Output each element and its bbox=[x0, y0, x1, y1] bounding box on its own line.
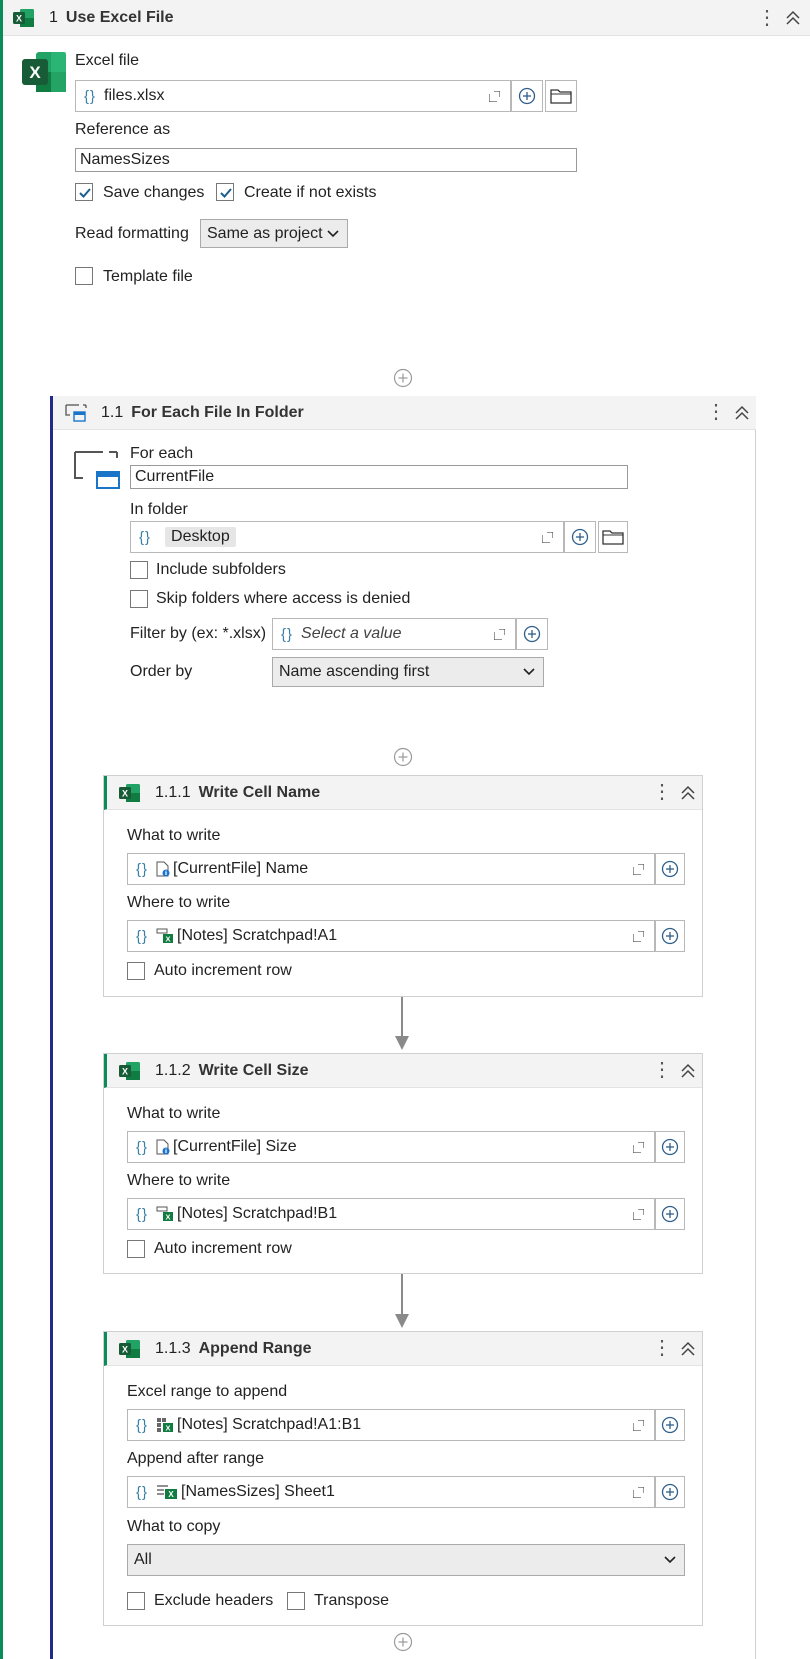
variable-brace-icon: {} bbox=[136, 927, 149, 945]
check-icon bbox=[77, 185, 93, 201]
where-to-write-value: [Notes] Scratchpad!A1 bbox=[177, 927, 338, 944]
append-after-field[interactable] bbox=[127, 1476, 655, 1508]
transpose-label: Transpose bbox=[314, 1592, 389, 1609]
excel-cell-icon bbox=[156, 928, 174, 944]
connector-line bbox=[401, 997, 403, 1039]
browse-folder-button[interactable] bbox=[545, 80, 577, 112]
add-variable-button[interactable] bbox=[511, 80, 543, 112]
what-to-write-value: [CurrentFile] Size bbox=[173, 1138, 297, 1155]
add-step-icon[interactable] bbox=[393, 368, 413, 388]
excel-file-value: files.xlsx bbox=[104, 87, 165, 104]
add-step-icon[interactable] bbox=[393, 747, 413, 767]
step-title: Write Cell Size bbox=[198, 1061, 309, 1079]
excel-range-icon bbox=[156, 1417, 174, 1433]
include-subfolders-label: Include subfolders bbox=[156, 561, 286, 578]
read-formatting-value: Same as project bbox=[207, 224, 323, 242]
append-after-value: [NamesSizes] Sheet1 bbox=[181, 1483, 335, 1500]
file-info-icon bbox=[156, 861, 170, 877]
excel-range-value: [Notes] Scratchpad!A1:B1 bbox=[177, 1416, 362, 1433]
variable-brace-icon: {} bbox=[136, 860, 149, 878]
expand-icon[interactable] bbox=[494, 629, 505, 640]
filter-field[interactable] bbox=[272, 618, 516, 650]
add-variable-button[interactable] bbox=[655, 920, 685, 952]
chevron-down-icon bbox=[523, 668, 535, 676]
for-each-folder-icon bbox=[73, 448, 121, 490]
step-header-write-cell-size[interactable] bbox=[104, 1054, 702, 1088]
save-changes-checkbox[interactable] bbox=[75, 183, 93, 201]
order-by-select[interactable] bbox=[272, 657, 544, 687]
for-each-label: For each bbox=[130, 445, 194, 462]
where-to-write-value: [Notes] Scratchpad!B1 bbox=[177, 1205, 338, 1222]
collapse-icon[interactable] bbox=[785, 10, 801, 26]
step-title: For Each File In Folder bbox=[131, 403, 304, 421]
step-header-use-excel-file[interactable] bbox=[3, 0, 810, 36]
excel-logo-icon bbox=[22, 50, 68, 94]
add-step-icon[interactable] bbox=[393, 1632, 413, 1652]
plus-circle-icon bbox=[661, 927, 679, 945]
excel-file-label: Excel file bbox=[75, 52, 140, 69]
create-if-not-exists-label: Create if not exists bbox=[244, 184, 377, 201]
where-to-write-label: Where to write bbox=[127, 894, 231, 911]
chevron-down-icon bbox=[327, 230, 339, 238]
read-formatting-select[interactable] bbox=[200, 219, 348, 248]
reference-as-input[interactable]: NamesSizes bbox=[75, 148, 577, 172]
folder-icon bbox=[550, 88, 572, 104]
where-to-write-field[interactable] bbox=[127, 1198, 655, 1230]
plus-circle-icon bbox=[661, 860, 679, 878]
order-by-value: Name ascending first bbox=[279, 663, 430, 680]
include-subfolders-checkbox[interactable] bbox=[130, 561, 148, 579]
expand-icon[interactable] bbox=[633, 1209, 644, 1220]
in-folder-label: In folder bbox=[130, 501, 188, 518]
create-if-not-exists-checkbox[interactable] bbox=[216, 183, 234, 201]
add-variable-button[interactable] bbox=[655, 1476, 685, 1508]
add-variable-button[interactable] bbox=[655, 1409, 685, 1441]
arrow-down-icon bbox=[395, 1314, 409, 1328]
step-header-write-cell-name[interactable] bbox=[104, 776, 702, 810]
expand-icon[interactable] bbox=[489, 91, 500, 102]
variable-brace-icon: {} bbox=[136, 1416, 149, 1434]
template-file-label: Template file bbox=[103, 268, 193, 285]
add-variable-button[interactable] bbox=[516, 618, 548, 650]
what-to-copy-value: All bbox=[134, 1551, 152, 1568]
auto-increment-row-label: Auto increment row bbox=[154, 962, 292, 979]
plus-circle-icon bbox=[661, 1138, 679, 1156]
step-number: 1.1 bbox=[101, 403, 124, 421]
collapse-icon[interactable] bbox=[680, 1063, 696, 1079]
step-title: Use Excel File bbox=[65, 8, 174, 26]
add-variable-button[interactable] bbox=[655, 853, 685, 885]
excel-file-field[interactable] bbox=[75, 80, 511, 112]
plus-circle-icon bbox=[661, 1205, 679, 1223]
order-by-label: Order by bbox=[130, 663, 193, 680]
step-number: 1 bbox=[49, 8, 58, 26]
excel-icon bbox=[119, 1061, 141, 1081]
more-options-icon[interactable]: ⋮ bbox=[652, 781, 672, 803]
step-title: Write Cell Name bbox=[198, 783, 321, 801]
step-header-for-each-file[interactable] bbox=[53, 396, 756, 430]
svg-text:X: X bbox=[29, 63, 41, 82]
skip-folders-label: Skip folders where access is denied bbox=[156, 590, 411, 607]
excel-cell-icon bbox=[156, 1206, 174, 1222]
step-header-append-range[interactable] bbox=[104, 1332, 702, 1366]
add-variable-button[interactable] bbox=[564, 521, 596, 553]
in-folder-chip: Desktop bbox=[165, 527, 236, 547]
read-formatting-label: Read formatting bbox=[75, 225, 189, 242]
step-title: Append Range bbox=[198, 1339, 312, 1357]
exclude-headers-checkbox[interactable] bbox=[127, 1592, 145, 1610]
in-folder-field[interactable] bbox=[130, 521, 564, 553]
plus-circle-icon bbox=[661, 1483, 679, 1501]
excel-icon bbox=[13, 8, 35, 28]
variable-brace-icon: {} bbox=[136, 1483, 149, 1501]
more-options-icon[interactable]: ⋮ bbox=[652, 1337, 672, 1359]
auto-increment-row-checkbox[interactable] bbox=[127, 1240, 145, 1258]
expand-icon[interactable] bbox=[633, 1487, 644, 1498]
browse-folder-button[interactable] bbox=[598, 521, 628, 553]
loop-icon bbox=[65, 403, 87, 423]
plus-circle-icon bbox=[523, 625, 541, 643]
step-number: 1.1.3 bbox=[155, 1339, 191, 1357]
step-card-write-cell-size bbox=[103, 1053, 703, 1274]
what-to-write-field[interactable] bbox=[127, 1131, 655, 1163]
folder-icon bbox=[602, 529, 624, 545]
expand-icon[interactable] bbox=[633, 1142, 644, 1153]
more-options-icon[interactable]: ⋮ bbox=[706, 401, 726, 423]
collapse-icon[interactable] bbox=[734, 405, 750, 421]
variable-brace-icon: {} bbox=[84, 87, 97, 105]
step-number: 1.1.2 bbox=[155, 1061, 191, 1079]
step-card-write-cell-name bbox=[103, 775, 703, 997]
excel-icon bbox=[119, 783, 141, 803]
chevron-down-icon bbox=[664, 1556, 676, 1564]
auto-increment-row-checkbox[interactable] bbox=[127, 962, 145, 980]
excel-sheet-icon bbox=[156, 1484, 178, 1500]
append-after-label: Append after range bbox=[127, 1450, 264, 1467]
expand-icon[interactable] bbox=[633, 931, 644, 942]
exclude-headers-label: Exclude headers bbox=[154, 1592, 274, 1609]
what-to-copy-label: What to copy bbox=[127, 1518, 221, 1535]
variable-brace-icon: {} bbox=[281, 625, 294, 643]
filter-placeholder: Select a value bbox=[301, 625, 402, 642]
expand-icon[interactable] bbox=[542, 532, 553, 543]
what-to-write-field[interactable] bbox=[127, 853, 655, 885]
for-each-input[interactable]: CurrentFile bbox=[130, 465, 628, 489]
template-file-checkbox[interactable] bbox=[75, 267, 93, 285]
where-to-write-label: Where to write bbox=[127, 1172, 231, 1189]
skip-folders-checkbox[interactable] bbox=[130, 590, 148, 608]
step-number: 1.1.1 bbox=[155, 783, 191, 801]
filter-label: Filter by (ex: *.xlsx) bbox=[130, 625, 267, 642]
variable-brace-icon: {} bbox=[136, 1138, 149, 1156]
add-variable-button[interactable] bbox=[655, 1131, 685, 1163]
check-icon bbox=[218, 185, 234, 201]
plus-circle-icon bbox=[518, 87, 536, 105]
excel-range-field[interactable] bbox=[127, 1409, 655, 1441]
excel-range-label: Excel range to append bbox=[127, 1383, 288, 1400]
step-card-append-range bbox=[103, 1331, 703, 1626]
save-changes-label: Save changes bbox=[103, 184, 205, 201]
what-to-copy-select[interactable] bbox=[127, 1544, 685, 1576]
add-variable-button[interactable] bbox=[655, 1198, 685, 1230]
file-info-icon bbox=[156, 1139, 170, 1155]
auto-increment-row-label: Auto increment row bbox=[154, 1240, 292, 1257]
excel-icon bbox=[119, 1339, 141, 1359]
expand-icon[interactable] bbox=[633, 864, 644, 875]
plus-circle-icon bbox=[571, 528, 589, 546]
more-options-icon[interactable]: ⋮ bbox=[757, 7, 777, 29]
variable-brace-icon: {} bbox=[136, 1205, 149, 1223]
transpose-checkbox[interactable] bbox=[287, 1592, 305, 1610]
what-to-write-label: What to write bbox=[127, 827, 221, 844]
collapse-icon[interactable] bbox=[680, 1341, 696, 1357]
collapse-icon[interactable] bbox=[680, 785, 696, 801]
expand-icon[interactable] bbox=[633, 1420, 644, 1431]
reference-as-label: Reference as bbox=[75, 121, 171, 138]
arrow-down-icon bbox=[395, 1036, 409, 1050]
variable-brace-icon: {} bbox=[139, 528, 152, 546]
connector-line bbox=[401, 1274, 403, 1316]
plus-circle-icon bbox=[661, 1416, 679, 1434]
where-to-write-field[interactable] bbox=[127, 920, 655, 952]
what-to-write-label: What to write bbox=[127, 1105, 221, 1122]
what-to-write-value: [CurrentFile] Name bbox=[173, 860, 309, 877]
more-options-icon[interactable]: ⋮ bbox=[652, 1059, 672, 1081]
